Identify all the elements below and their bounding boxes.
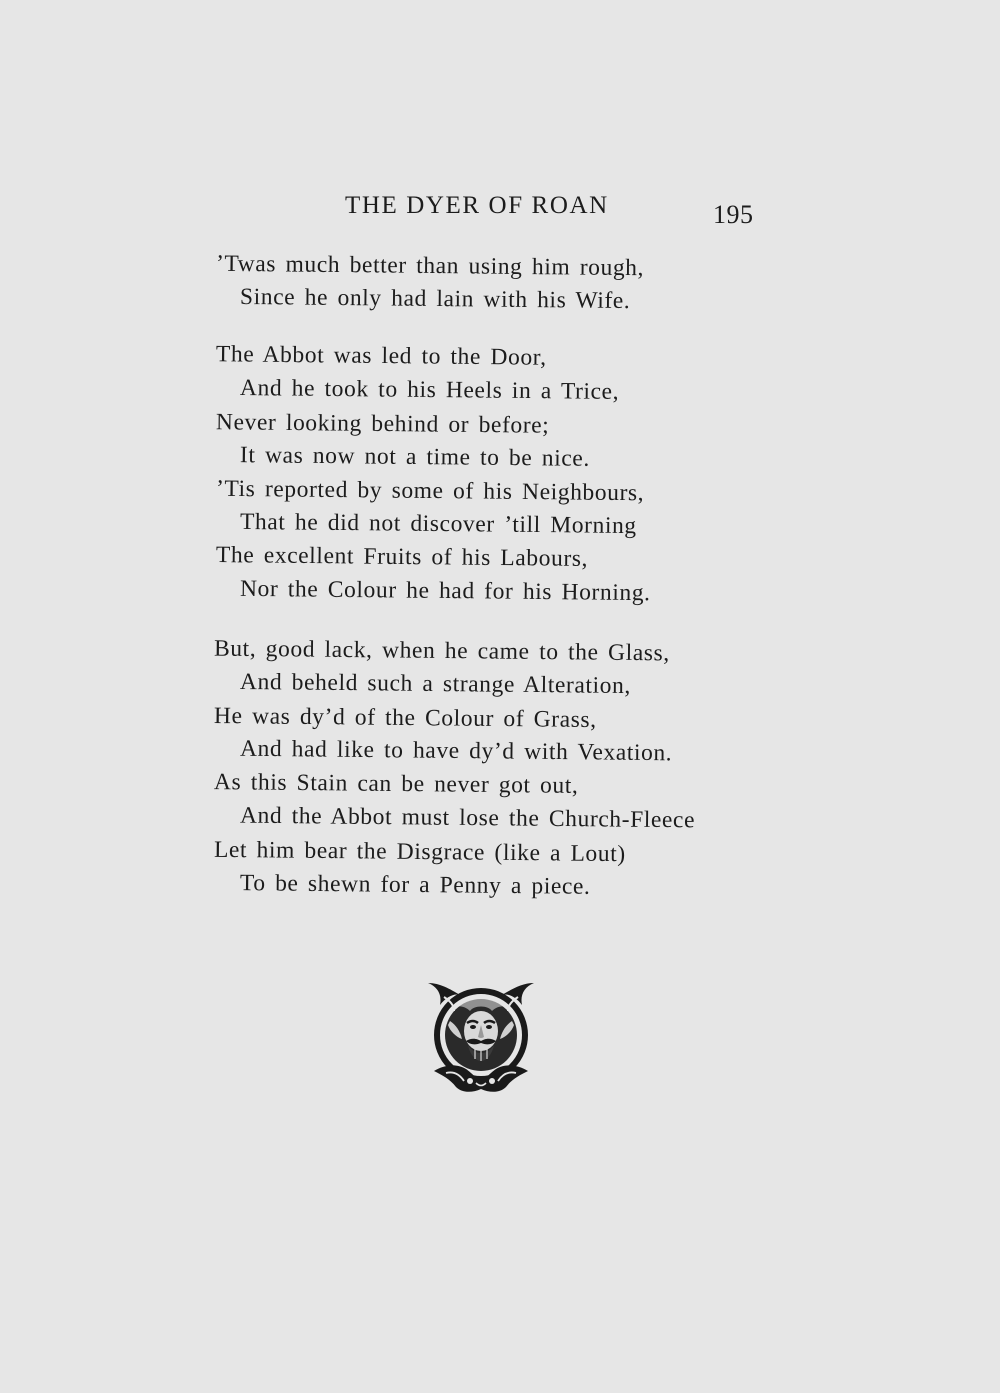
poem-line: Since he only had lain with his Wife. [239,283,631,315]
poem-line: To be shewn for a Penny a piece. [239,870,591,900]
running-title: THE DYER OF ROAN [345,192,609,219]
poem-line: ’Twas much better than using him rough, [215,250,645,282]
poem-line: The Abbot was led to the Door, [215,341,547,371]
poem-line: And the Abbot must lose the Church-Fleece [239,802,696,834]
page-number: 195 [713,200,754,229]
poem-line: It was now not a time to be nice. [239,442,591,472]
poem-line: Nor the Colour he had for his Horning. [239,575,651,607]
green-man-mask-icon [420,975,542,1097]
poem-line: But, good lack, when he came to the Glass, [213,635,670,667]
poem-line: That he did not discover ’till Morning [239,508,637,540]
poem-line: And had like to have dy’d with Vexation. [239,735,673,767]
poem-line: Never looking behind or before; [215,409,550,439]
poem-line: And he took to his Heels in a Trice, [239,375,620,405]
poem-line: The excellent Fruits of his Labours, [215,542,589,572]
poem-line: As this Stain can be never got out, [213,769,579,799]
poem-line: Let him bear the Disgrace (like a Lout) [213,836,626,868]
poem-line: ’Tis reported by some of his Neighbours, [215,475,645,507]
poem-line: And beheld such a strange Alteration, [239,668,632,700]
poem-line: He was dy’d of the Colour of Grass, [213,702,597,734]
